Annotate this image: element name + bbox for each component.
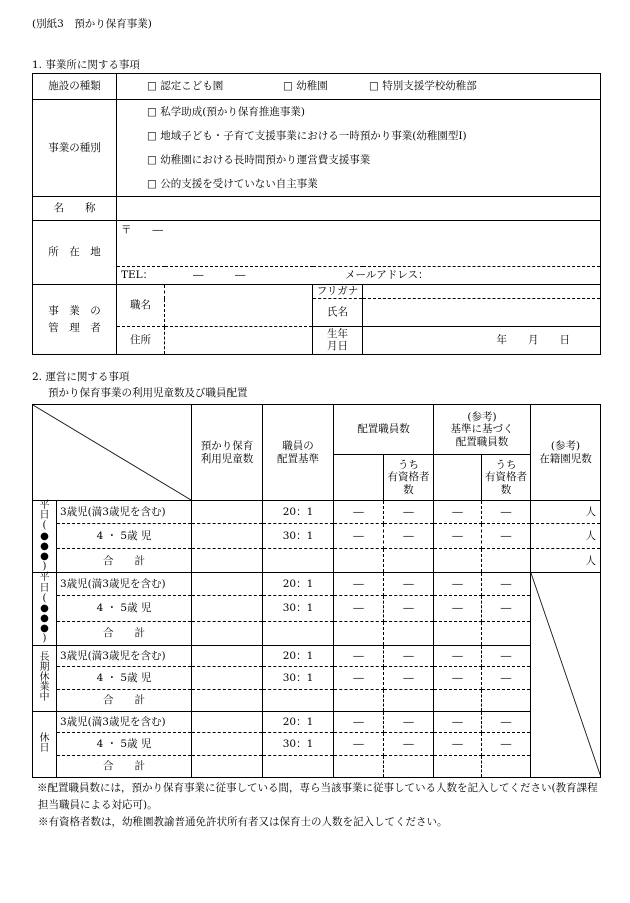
tel-field[interactable]: ― ―: [193, 269, 246, 282]
facility-table: [32, 73, 601, 355]
staff-qualified-field[interactable]: ―: [384, 573, 434, 596]
age-label: 3歳児(満3歳児を含む): [57, 645, 192, 666]
ref-std-count-field[interactable]: ―: [434, 732, 482, 755]
header-diagonal-cell: [33, 405, 192, 501]
tel-label: TEL：: [121, 269, 154, 282]
staff-standard: 30：1: [263, 524, 334, 549]
ref-std-count-field[interactable]: [434, 755, 482, 777]
period-label-char: 休: [39, 732, 50, 744]
ref-std-count-field[interactable]: ―: [434, 573, 482, 596]
age-label: 合 計: [57, 755, 192, 777]
location-label: 所 在 地: [33, 221, 117, 285]
header-ref-qualified: うち 有資格者 数: [482, 455, 531, 501]
birthdate-label-line1: 生年: [327, 328, 348, 341]
table-row: [33, 549, 601, 573]
period-label-char: 期: [39, 661, 50, 673]
header-ref-enroll: (参考) 在籍園児数: [531, 405, 601, 501]
table-row: [33, 596, 601, 621]
ref-std-qualified-field[interactable]: ―: [482, 524, 531, 549]
furigana-field[interactable]: [363, 285, 601, 299]
period-label-char: 日: [39, 582, 50, 594]
business-option-long-hour[interactable]: □ 幼稚園における長時間預かり運営費支援事業: [147, 154, 371, 166]
staff-count-field[interactable]: ―: [334, 666, 384, 689]
table-row: [33, 501, 601, 524]
business-type-options: [117, 100, 601, 197]
staff-count-field[interactable]: ―: [334, 573, 384, 596]
birthdate-label: [313, 327, 363, 355]
period-label-char: ●: [40, 550, 49, 562]
period-label-char: 休: [39, 672, 50, 684]
ref-std-count-field[interactable]: ―: [434, 501, 482, 524]
address-label: 住所: [117, 327, 165, 355]
age-label: 4 ・ 5歳 児: [57, 524, 192, 549]
period-label: [33, 573, 57, 645]
staff-standard: [263, 549, 334, 573]
table-row: [33, 645, 601, 666]
period-label: [33, 645, 57, 711]
enrollment-field[interactable]: 人: [531, 524, 601, 549]
age-label: 4 ・ 5歳 児: [57, 732, 192, 755]
ref-std-count-field[interactable]: ―: [434, 666, 482, 689]
ref-std-count-field[interactable]: [434, 549, 482, 573]
ref-std-qualified-field[interactable]: ―: [482, 732, 531, 755]
usage-count-field[interactable]: [192, 524, 263, 549]
staff-count-field[interactable]: ―: [334, 645, 384, 666]
period-label-char: ●: [40, 613, 49, 625]
ref-std-qualified-field[interactable]: [482, 755, 531, 777]
staff-qualified-field[interactable]: [384, 621, 434, 645]
job-title-field[interactable]: [165, 285, 313, 327]
staff-count-field[interactable]: ―: [334, 596, 384, 621]
period-label-char: 業: [39, 682, 50, 694]
ref-std-qualified-field[interactable]: ―: [482, 666, 531, 689]
staff-qualified-field[interactable]: [384, 755, 434, 777]
staff-qualified-field[interactable]: ―: [384, 732, 434, 755]
enrollment-field[interactable]: 人: [531, 501, 601, 524]
age-label: 合 計: [57, 549, 192, 573]
ref-std-qualified-field[interactable]: ―: [482, 573, 531, 596]
staff-standard: 20：1: [263, 573, 334, 596]
table-row: [33, 666, 601, 689]
header-staff-qualified: うち 有資格者 数: [384, 455, 434, 501]
staff-count-field[interactable]: [334, 621, 384, 645]
job-title-label: 職名: [117, 285, 165, 327]
period-label-char: 日: [39, 510, 50, 522]
staff-count-field[interactable]: ―: [334, 524, 384, 549]
header-staff: 配置職員数: [334, 405, 434, 455]
staff-qualified-field[interactable]: ―: [384, 711, 434, 732]
ref-std-count-field[interactable]: ―: [434, 524, 482, 549]
notes: [38, 780, 608, 831]
staff-qualified-field[interactable]: ―: [384, 596, 434, 621]
period-label-char: ●: [40, 623, 49, 635]
usage-count-field[interactable]: [192, 711, 263, 732]
header-standard: 職員の 配置基準: [263, 405, 334, 501]
period-label: [33, 711, 57, 777]
postal-mark: 〒 ―: [121, 224, 163, 236]
age-label: 合 計: [57, 621, 192, 645]
usage-count-field[interactable]: [192, 666, 263, 689]
period-label-char: ): [42, 561, 47, 573]
table-row: [33, 573, 601, 596]
period-label-char: (: [42, 592, 47, 604]
ref-std-count-field[interactable]: [434, 689, 482, 711]
period-label-char: 長: [39, 651, 50, 663]
usage-count-field[interactable]: [192, 501, 263, 524]
email-label: メールアドレス：: [345, 269, 429, 282]
age-label: 3歳児(満3歳児を含む): [57, 573, 192, 596]
period-label-char: ): [42, 633, 47, 645]
note-qualified: ※有資格者数は，幼稚園教諭普通免許状所有者又は保育士の人数を記入してください。: [38, 815, 448, 828]
manager-label-line1: 事 業 の: [48, 305, 101, 318]
period-label-char: 平: [39, 500, 50, 511]
contact-row: [117, 267, 601, 285]
staff-qualified-field[interactable]: ―: [384, 524, 434, 549]
staff-count-field[interactable]: ―: [334, 501, 384, 524]
staff-count-field[interactable]: [334, 755, 384, 777]
ref-std-qualified-field[interactable]: [482, 621, 531, 645]
business-option-private-subsidy[interactable]: □ 私学助成(預かり保育推進事業): [147, 106, 305, 118]
staff-qualified-field[interactable]: [384, 689, 434, 711]
staff-standard: 30：1: [263, 732, 334, 755]
business-type-label: 事業の種別: [33, 100, 117, 197]
facility-type-options: [117, 74, 601, 100]
staff-standard: 20：1: [263, 711, 334, 732]
date-units: 年 月 日: [496, 334, 571, 347]
ref-std-qualified-field[interactable]: ―: [482, 711, 531, 732]
facility-type-label: 施設の種類: [33, 74, 117, 100]
enrollment-field[interactable]: 人: [531, 549, 601, 573]
usage-count-field[interactable]: [192, 645, 263, 666]
usage-count-field[interactable]: [192, 689, 263, 711]
usage-count-field[interactable]: [192, 596, 263, 621]
period-label-char: (: [42, 520, 47, 532]
ref-std-qualified-field[interactable]: [482, 689, 531, 711]
fullname-label: 氏名: [313, 299, 363, 327]
header-ref-std: (参考) 基準に基づく 配置職員数: [434, 405, 531, 455]
appendix-title: (別紙3 預かり保育事業): [32, 18, 152, 30]
staff-count-field[interactable]: [334, 549, 384, 573]
birthdate-label-line2: 月日: [327, 339, 348, 352]
facility-option-special[interactable]: □ 特別支援学校幼稚部: [369, 80, 477, 93]
operations-table: [32, 404, 601, 778]
fullname-field[interactable]: [363, 299, 601, 327]
period-label-char: ●: [40, 540, 49, 552]
header-diagonal-line: [33, 405, 191, 500]
ref-std-qualified-field[interactable]: ―: [482, 645, 531, 666]
ref-std-count-field[interactable]: [434, 621, 482, 645]
age-label: 3歳児(満3歳児を含む): [57, 711, 192, 732]
section2-subtitle: 預かり保育事業の利用児童数及び職員配置: [48, 387, 248, 399]
name-field[interactable]: [117, 197, 601, 221]
staff-standard: [263, 621, 334, 645]
manager-address-field[interactable]: [165, 327, 313, 355]
staff-qualified-field[interactable]: ―: [384, 501, 434, 524]
table-row: [33, 689, 601, 711]
address-field[interactable]: [117, 221, 601, 267]
furigana-label: フリガナ: [313, 285, 363, 299]
staff-standard: 20：1: [263, 645, 334, 666]
age-label: 4 ・ 5歳 児: [57, 596, 192, 621]
business-option-temporary-care[interactable]: □ 地域子ども・子育て支援事業における一時預かり事業(幼稚園型Ⅰ): [147, 130, 467, 142]
staff-count-field[interactable]: [334, 689, 384, 711]
age-label: 4 ・ 5歳 児: [57, 666, 192, 689]
table-row: [33, 621, 601, 645]
ref-std-qualified-field[interactable]: [482, 549, 531, 573]
usage-count-field[interactable]: [192, 573, 263, 596]
note-staff: ※配置職員数には，預かり保育事業に従事している間，専ら当該事業に従事している人数を記入してください(教育課程担当職員による対応可)。: [37, 781, 598, 811]
table-row: [33, 755, 601, 777]
staff-standard: 30：1: [263, 666, 334, 689]
enrollment-na-cell: [531, 573, 601, 777]
age-label: 3歳児(満3歳児を含む): [57, 501, 192, 524]
staff-count-field[interactable]: ―: [334, 732, 384, 755]
ref-std-qualified-field[interactable]: ―: [482, 596, 531, 621]
age-label: 合 計: [57, 689, 192, 711]
name-label: 名 称: [33, 197, 117, 221]
staff-standard: 30：1: [263, 596, 334, 621]
table-row: [33, 711, 601, 732]
staff-standard: [263, 755, 334, 777]
period-label-char: 中: [39, 692, 50, 704]
section2-title: 2. 運営に関する事項: [32, 371, 130, 383]
facility-option-youchien[interactable]: □ 幼稚園: [283, 80, 328, 93]
period-label-char: 平: [39, 572, 50, 584]
ref-std-qualified-field[interactable]: ―: [482, 501, 531, 524]
staff-standard: 20：1: [263, 501, 334, 524]
table-row: [33, 524, 601, 549]
usage-count-field[interactable]: [192, 755, 263, 777]
staff-count-field[interactable]: ―: [334, 711, 384, 732]
period-label-char: ●: [40, 530, 49, 542]
table-row: [33, 732, 601, 755]
facility-option-kodomoen[interactable]: □ 認定こども園: [147, 80, 224, 93]
period-label-char: 日: [39, 743, 50, 755]
manager-label-line2: 管 理 者: [48, 321, 101, 334]
usage-count-field[interactable]: [192, 549, 263, 573]
business-option-independent[interactable]: □ 公的支援を受けていない自主事業: [147, 178, 318, 190]
staff-qualified-field[interactable]: ―: [384, 666, 434, 689]
usage-count-field[interactable]: [192, 732, 263, 755]
staff-qualified-field[interactable]: [384, 549, 434, 573]
staff-qualified-field[interactable]: ―: [384, 645, 434, 666]
period-label: [33, 501, 57, 573]
usage-count-field[interactable]: [192, 621, 263, 645]
header-usage: 預かり保育 利用児童数: [192, 405, 263, 501]
ref-std-count-field[interactable]: ―: [434, 645, 482, 666]
birthdate-field[interactable]: [363, 327, 601, 355]
section1-title: 1. 事業所に関する事項: [32, 59, 140, 71]
ref-std-count-field[interactable]: ―: [434, 711, 482, 732]
manager-label: [33, 285, 117, 355]
staff-standard: [263, 689, 334, 711]
period-label-char: ●: [40, 602, 49, 614]
ref-std-count-field[interactable]: ―: [434, 596, 482, 621]
